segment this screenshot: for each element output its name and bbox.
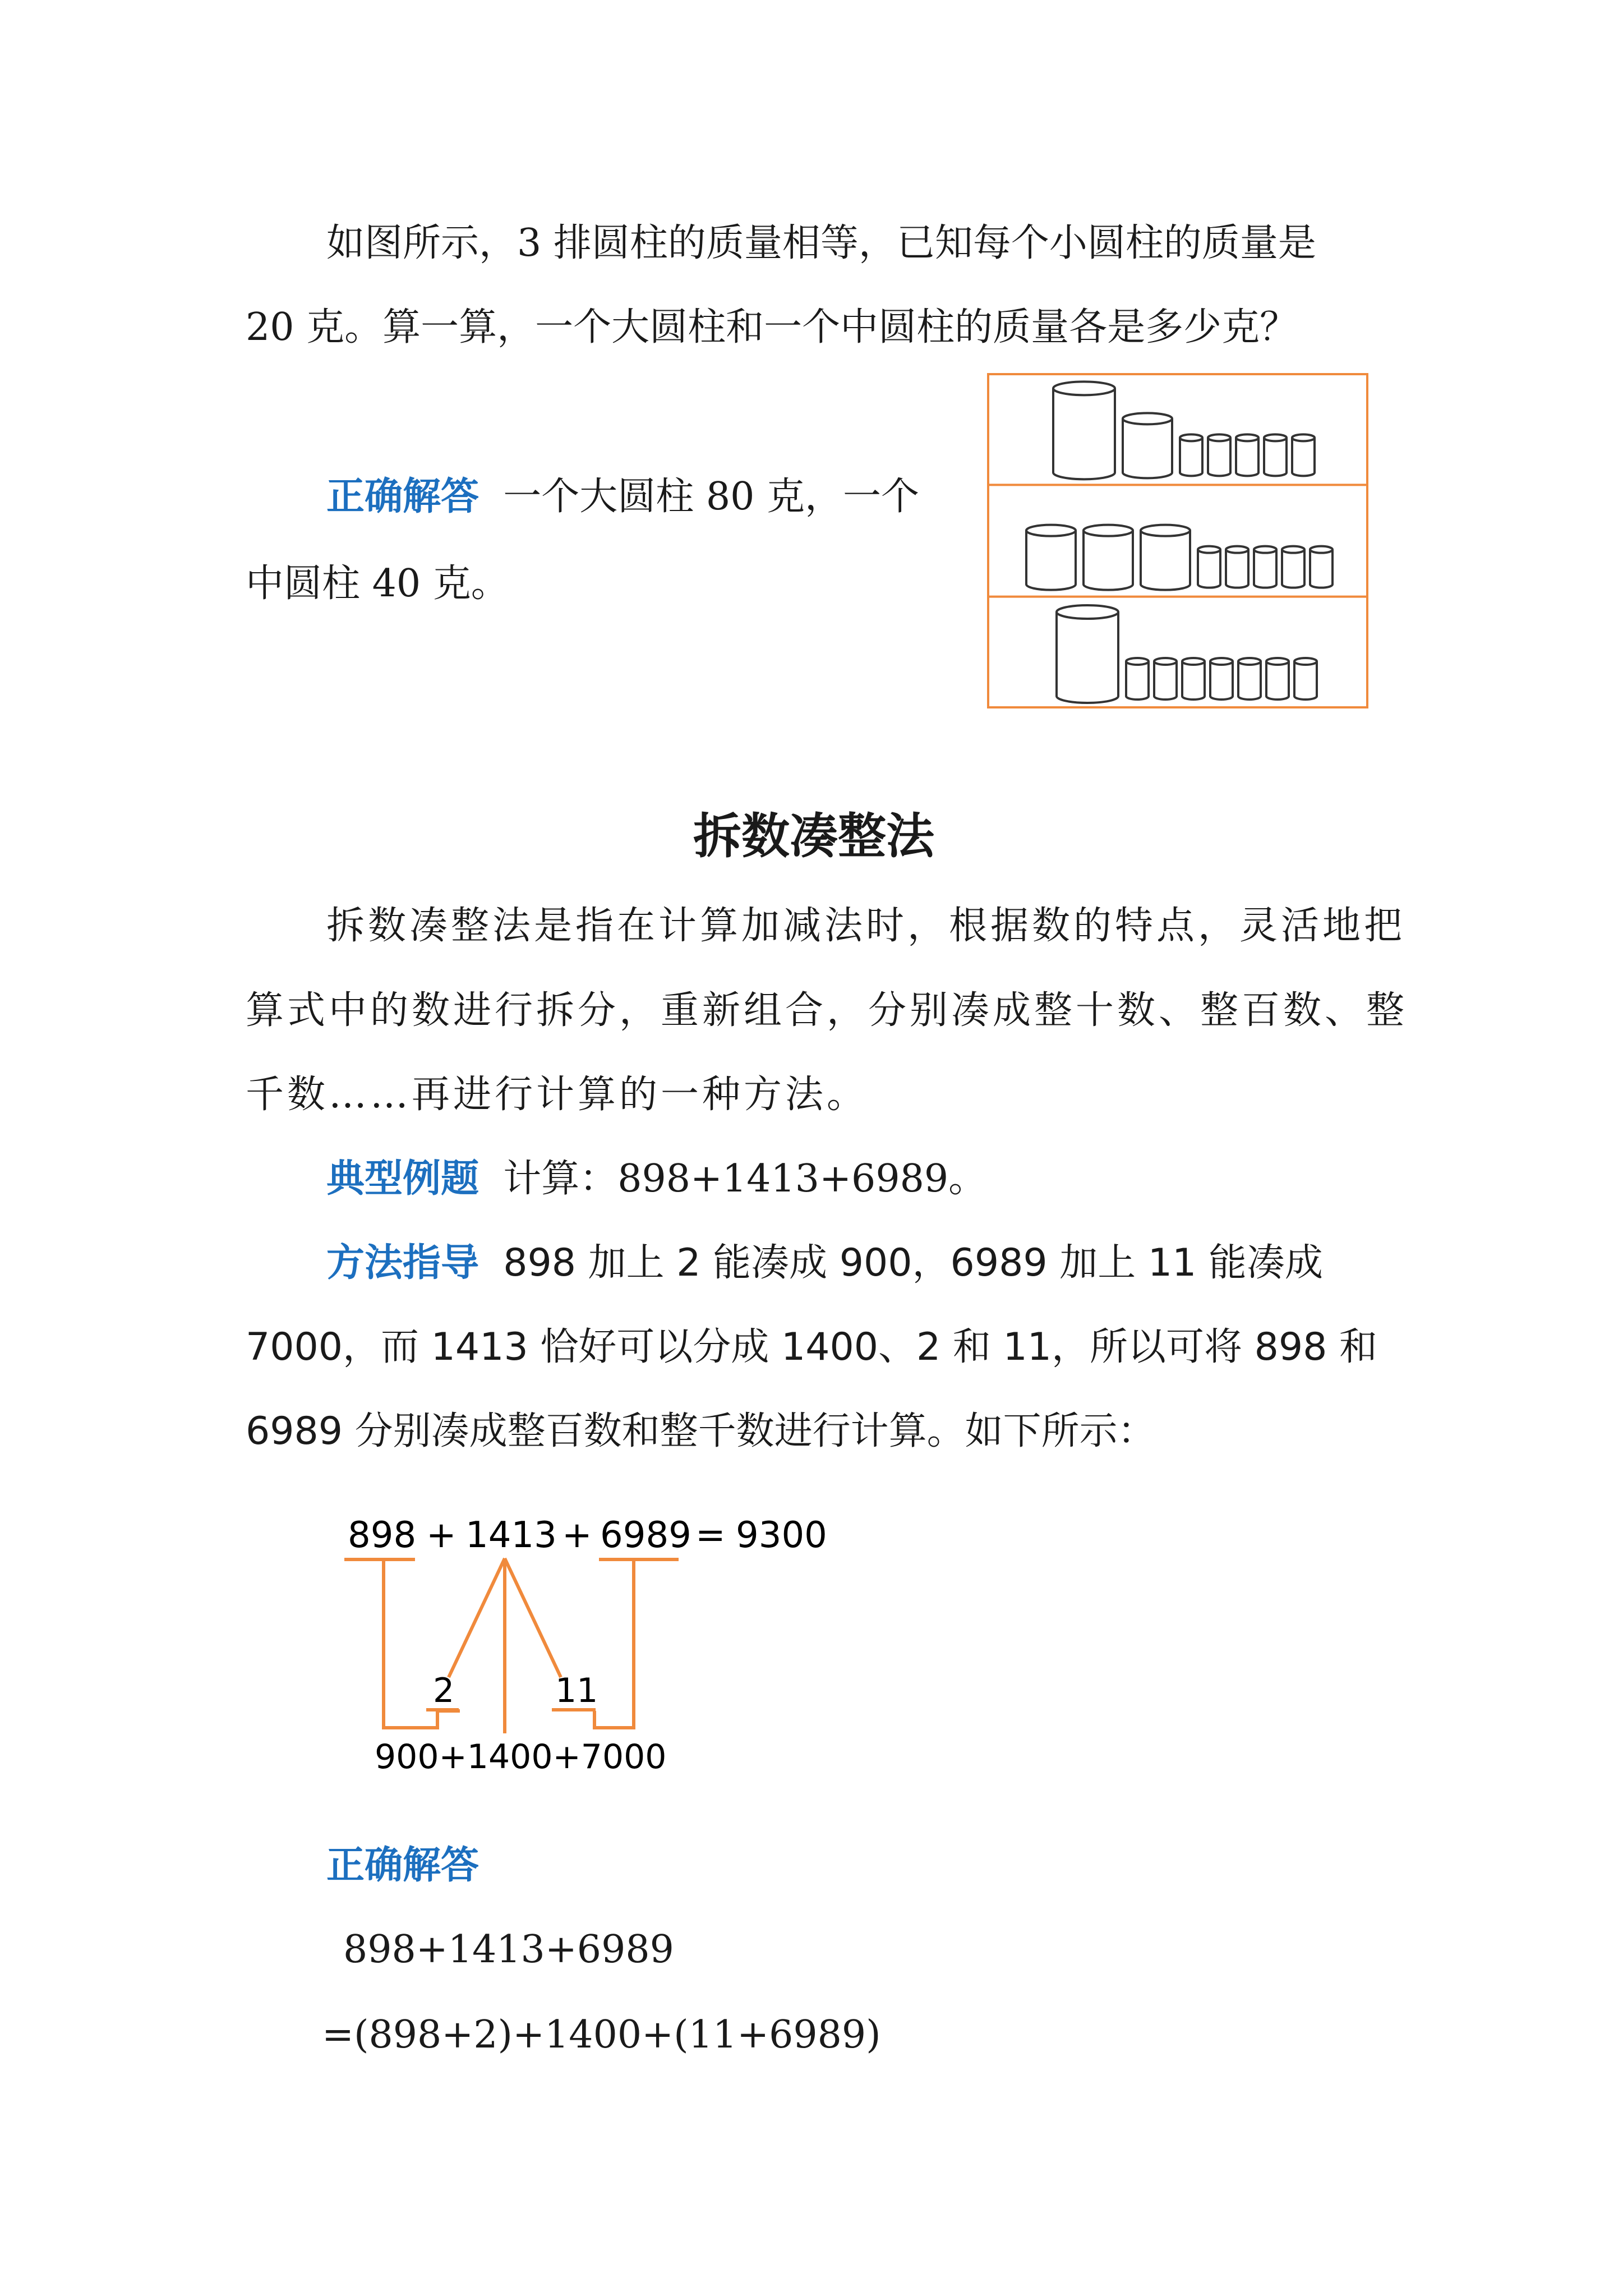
small-cylinder bbox=[1294, 658, 1317, 700]
answer1-line-1: 一个大圆柱 80 克，一个 bbox=[503, 475, 920, 519]
small-cylinder bbox=[1292, 434, 1315, 476]
diagram-plus-2: + bbox=[562, 1515, 592, 1556]
section-title: 拆数凑整法 bbox=[693, 808, 934, 864]
small-cylinder bbox=[1126, 658, 1149, 700]
bracket-right bbox=[594, 1559, 679, 1728]
small-cylinder bbox=[1266, 658, 1289, 700]
small-cylinder bbox=[1226, 546, 1248, 588]
example-row bbox=[326, 1157, 987, 1201]
example-text: 计算：898+1413+6989。 bbox=[503, 1157, 987, 1201]
diagram-plus-1: + bbox=[426, 1515, 457, 1556]
diagram-result: 9300 bbox=[736, 1515, 827, 1556]
small-cylinder bbox=[1254, 546, 1276, 588]
diagram-c: 6989 bbox=[600, 1515, 691, 1556]
answer1-label: 正确解答 bbox=[326, 475, 479, 519]
branch-lines bbox=[449, 1558, 561, 1733]
small-cylinder bbox=[1210, 658, 1233, 700]
diagram-a: 898 bbox=[348, 1515, 417, 1556]
problem-line-2: 20 克。算一算，一个大圆柱和一个中圆柱的质量各是多少克？ bbox=[246, 305, 1298, 349]
medium-cylinder bbox=[1083, 525, 1133, 590]
diagram-bottom: 900+1400+7000 bbox=[375, 1737, 667, 1777]
method-line-3: 6989 分别凑成整百数和整千数进行计算。如下所示： bbox=[246, 1409, 1156, 1453]
example-label: 典型例题 bbox=[326, 1157, 479, 1201]
small-cylinder bbox=[1238, 658, 1261, 700]
answer2-step-2: =(898+2)+1400+(11+6989) bbox=[322, 2013, 881, 2057]
answer1-line-2: 中圆柱 40 克。 bbox=[246, 562, 509, 606]
split-11: 11 bbox=[555, 1671, 598, 1710]
small-cylinder bbox=[1236, 434, 1258, 476]
medium-cylinder bbox=[1026, 525, 1076, 590]
method-row bbox=[326, 1241, 1323, 1285]
cylinder-figure bbox=[987, 373, 1368, 708]
answer2-label: 正确解答 bbox=[326, 1843, 479, 1888]
small-cylinder bbox=[1310, 546, 1332, 588]
method-label: 方法指导 bbox=[326, 1241, 479, 1285]
diagram-eq: = bbox=[695, 1515, 726, 1556]
problem-line-1: 如图所示，3 排圆柱的质量相等，已知每个小圆柱的质量是 bbox=[326, 221, 1316, 265]
answer1-row bbox=[326, 475, 920, 519]
small-cylinder bbox=[1208, 434, 1230, 476]
split-2: 2 bbox=[433, 1671, 455, 1710]
small-cylinder bbox=[1282, 546, 1304, 588]
method-line-1: 898 加上 2 能凑成 900，6989 加上 11 能凑成 bbox=[503, 1241, 1323, 1285]
method-line-2: 7000，而 1413 恰好可以分成 1400、2 和 11，所以可将 898 和 bbox=[246, 1325, 1378, 1369]
split-diagram bbox=[336, 1509, 841, 1778]
large-cylinder bbox=[1057, 605, 1118, 703]
diagram-b: 1413 bbox=[465, 1515, 557, 1556]
intro-line-2: 算式中的数进行拆分，重新组合，分别凑成整十数、整百数、整 bbox=[246, 988, 1408, 1033]
medium-cylinder bbox=[1141, 525, 1190, 590]
large-cylinder bbox=[1053, 381, 1115, 479]
small-cylinder bbox=[1180, 434, 1202, 476]
answer2-step-1: 898+1413+6989 bbox=[343, 1927, 674, 1972]
medium-cylinder bbox=[1123, 413, 1172, 478]
small-cylinder bbox=[1198, 546, 1220, 588]
small-cylinder bbox=[1154, 658, 1177, 700]
intro-line-1: 拆数凑整法是指在计算加减法时，根据数的特点，灵活地把 bbox=[326, 904, 1406, 948]
intro-line-3: 千数……再进行计算的一种方法。 bbox=[246, 1073, 869, 1117]
small-cylinder bbox=[1182, 658, 1205, 700]
small-cylinder bbox=[1264, 434, 1287, 476]
